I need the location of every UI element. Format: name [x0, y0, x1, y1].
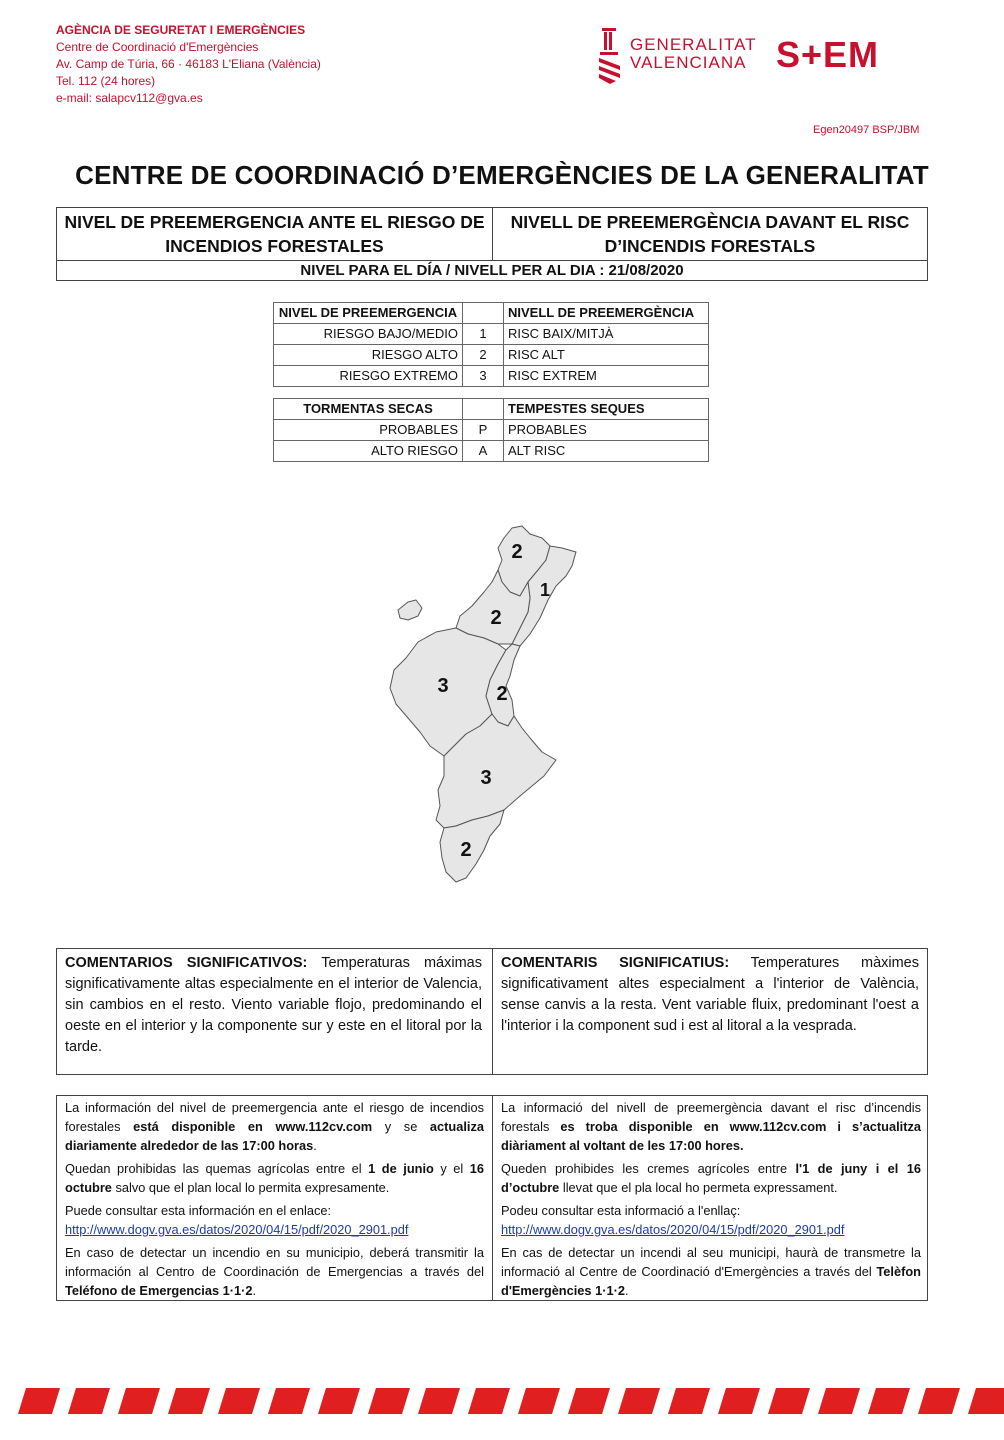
- info-box: [56, 1095, 928, 1301]
- map-level-valencia-interior: 3: [437, 675, 449, 697]
- info-paragraph: Puede consultar esta información en el enlace: http://www.dogv.gva.es/datos/2020/04/15/pdf/2020_2901.pdf: [65, 1203, 409, 1237]
- info-va: [493, 1096, 929, 1300]
- legend-es: RIESGO ALTO: [274, 345, 463, 366]
- stripe-group: [18, 1388, 1004, 1414]
- map-level-castellon-interior: 2: [490, 607, 502, 629]
- footer-stripes: [0, 1386, 1004, 1416]
- legend-va: ALT RISC: [504, 441, 709, 462]
- agency-phone: Tel. 112 (24 hores): [56, 74, 156, 88]
- header-va: NIVELL DE PREEMERGÈNCIA DAVANT EL RISC D’INCENDIS FORESTALS: [510, 212, 910, 256]
- sem-logo: S+EM: [776, 34, 880, 75]
- legend-va: RISC EXTREM: [504, 366, 709, 387]
- info-es: [57, 1096, 493, 1300]
- agency-email: e-mail: salapcv112@gva.es: [56, 91, 203, 105]
- comments-va: [493, 949, 929, 1074]
- comments-box: [56, 948, 928, 1075]
- comments-label-es: COMENTARIOS SIGNIFICATIVOS:: [65, 955, 308, 971]
- storms-header-es: TORMENTAS SECAS: [274, 399, 463, 420]
- info-paragraph: En cas de detectar un incendi al seu municipi, haurà de transmetre la informació al Centre de Coordinació d'Emergències a través del Telèfon d'Emergències 1·1·2.: [501, 1245, 921, 1298]
- map-level-south-interior: 3: [480, 767, 492, 789]
- document-reference: Egen20497 BSP/JBM: [813, 124, 920, 136]
- legend-code: 2: [463, 345, 504, 366]
- legend-code: P: [463, 420, 504, 441]
- legend-row: [274, 345, 709, 366]
- agency-title: AGÈNCIA DE SEGURETAT I EMERGÈNCIES: [56, 23, 306, 37]
- info-paragraph: Quedan prohibidas las quemas agrícolas entre el 1 de junio y el 16 octubre salvo que el plan local lo permita expresamente.: [65, 1161, 484, 1195]
- info-paragraph: La información del nivel de preemergencia ante el riesgo de incendios forestales está disponible en www.112cv.com y se actualiza diariamente alrededor de las 17:00 horas.: [65, 1100, 484, 1153]
- legend-va: RISC ALT: [504, 345, 709, 366]
- agency-block: [56, 22, 321, 107]
- legend-header-es: NIVEL DE PREEMERGENCIA: [274, 303, 463, 324]
- storms-header-va: TEMPESTES SEQUES: [504, 399, 709, 420]
- info-paragraph: En caso de detectar un incendio en su municipio, deberá transmitir la información al Centro de Coordinación de Emergencias a través del Teléfono de Emergencias 1·1·2.: [65, 1245, 484, 1298]
- comments-text-va: Temperatures màximes significativament altes especialment a l'interior de València, sense canvis a la resta. Vent variable fluix, predominant l'oest a l'interior i la component sud i est al litoral a la vesprada.: [501, 955, 919, 1034]
- agency-address: Av. Camp de Túria, 66 · 46183 L'Eliana (València): [56, 57, 321, 71]
- comments-label-va: COMENTARIS SIGNIFICATIUS:: [501, 955, 730, 971]
- map-level-north-coast: 1: [539, 580, 551, 600]
- map-level-valencia-coast: 2: [496, 683, 508, 705]
- legend-code: A: [463, 441, 504, 462]
- info-paragraph: Podeu consultar esta informació a l'enllaç: http://www.dogv.gva.es/datos/2020/04/15/pdf/2020_2901.pdf: [501, 1203, 845, 1237]
- generalitat-logo-icon: [596, 26, 626, 88]
- map-level-north-interior: 2: [511, 541, 523, 563]
- legend-es: RIESGO BAJO/MEDIO: [274, 324, 463, 345]
- risk-map: [380, 520, 600, 890]
- legend-va: RISC BAIX/MITJÀ: [504, 324, 709, 345]
- valenciana-word: VALENCIANA: [630, 53, 747, 72]
- header-table: [56, 207, 928, 281]
- dogv-link-va[interactable]: http://www.dogv.gva.es/datos/2020/04/15/pdf/2020_2901.pdf: [501, 1222, 845, 1237]
- legend-header-va: NIVELL DE PREEMERGÈNCIA: [504, 303, 709, 324]
- legend-code: 3: [463, 366, 504, 387]
- legend-va: PROBABLES: [504, 420, 709, 441]
- map-zone-enclave: [398, 600, 422, 620]
- legend-row: [274, 420, 709, 441]
- map-level-south-coast: 2: [460, 839, 472, 861]
- legend-storms-table: [273, 398, 709, 462]
- comments-text-es: Temperaturas máximas significativamente altas especialmente en el interior de Valencia, sin cambios en el resto. Viento variable flojo, predominando el oeste en el interior y la componente sur y este en el litoral por la tarde.: [65, 955, 482, 1055]
- date-line: NIVEL PARA EL DÍA / NIVELL PER AL DIA : 21/08/2020: [57, 260, 927, 281]
- legend-code: 1: [463, 324, 504, 345]
- info-paragraph: La informació del nivell de preemergència davant el risc d’incendis forestals es troba disponible en www.112cv.com i s’actualitza diàriament al voltant de les 17:00 hores.: [501, 1100, 922, 1153]
- legend-es: PROBABLES: [274, 420, 463, 441]
- legend-es: ALTO RIESGO: [274, 441, 463, 462]
- generalitat-logo-text: [630, 36, 757, 72]
- info-paragraph: Queden prohibides les cremes agrícoles entre l'1 de juny i el 16 d’octubre llevat que el pla local ho permeta expressament.: [501, 1161, 921, 1195]
- agency-line: Centre de Coordinació d'Emergències: [56, 40, 259, 54]
- generalitat-word: GENERALITAT: [630, 35, 757, 54]
- legend-row: [274, 324, 709, 345]
- legend-levels-table: [273, 302, 709, 387]
- legend-row: [274, 441, 709, 462]
- dogv-link-es[interactable]: http://www.dogv.gva.es/datos/2020/04/15/pdf/2020_2901.pdf: [65, 1222, 409, 1237]
- page-title: CENTRE DE COORDINACIÓ D’EMERGÈNCIES DE LA GENERALITAT: [75, 160, 929, 190]
- comments-es: [57, 949, 493, 1074]
- header-es: NIVEL DE PREEMERGENCIA ANTE EL RIESGO DE INCENDIOS FORESTALES: [57, 208, 493, 260]
- legend-es: RIESGO EXTREMO: [274, 366, 463, 387]
- legend-row: [274, 366, 709, 387]
